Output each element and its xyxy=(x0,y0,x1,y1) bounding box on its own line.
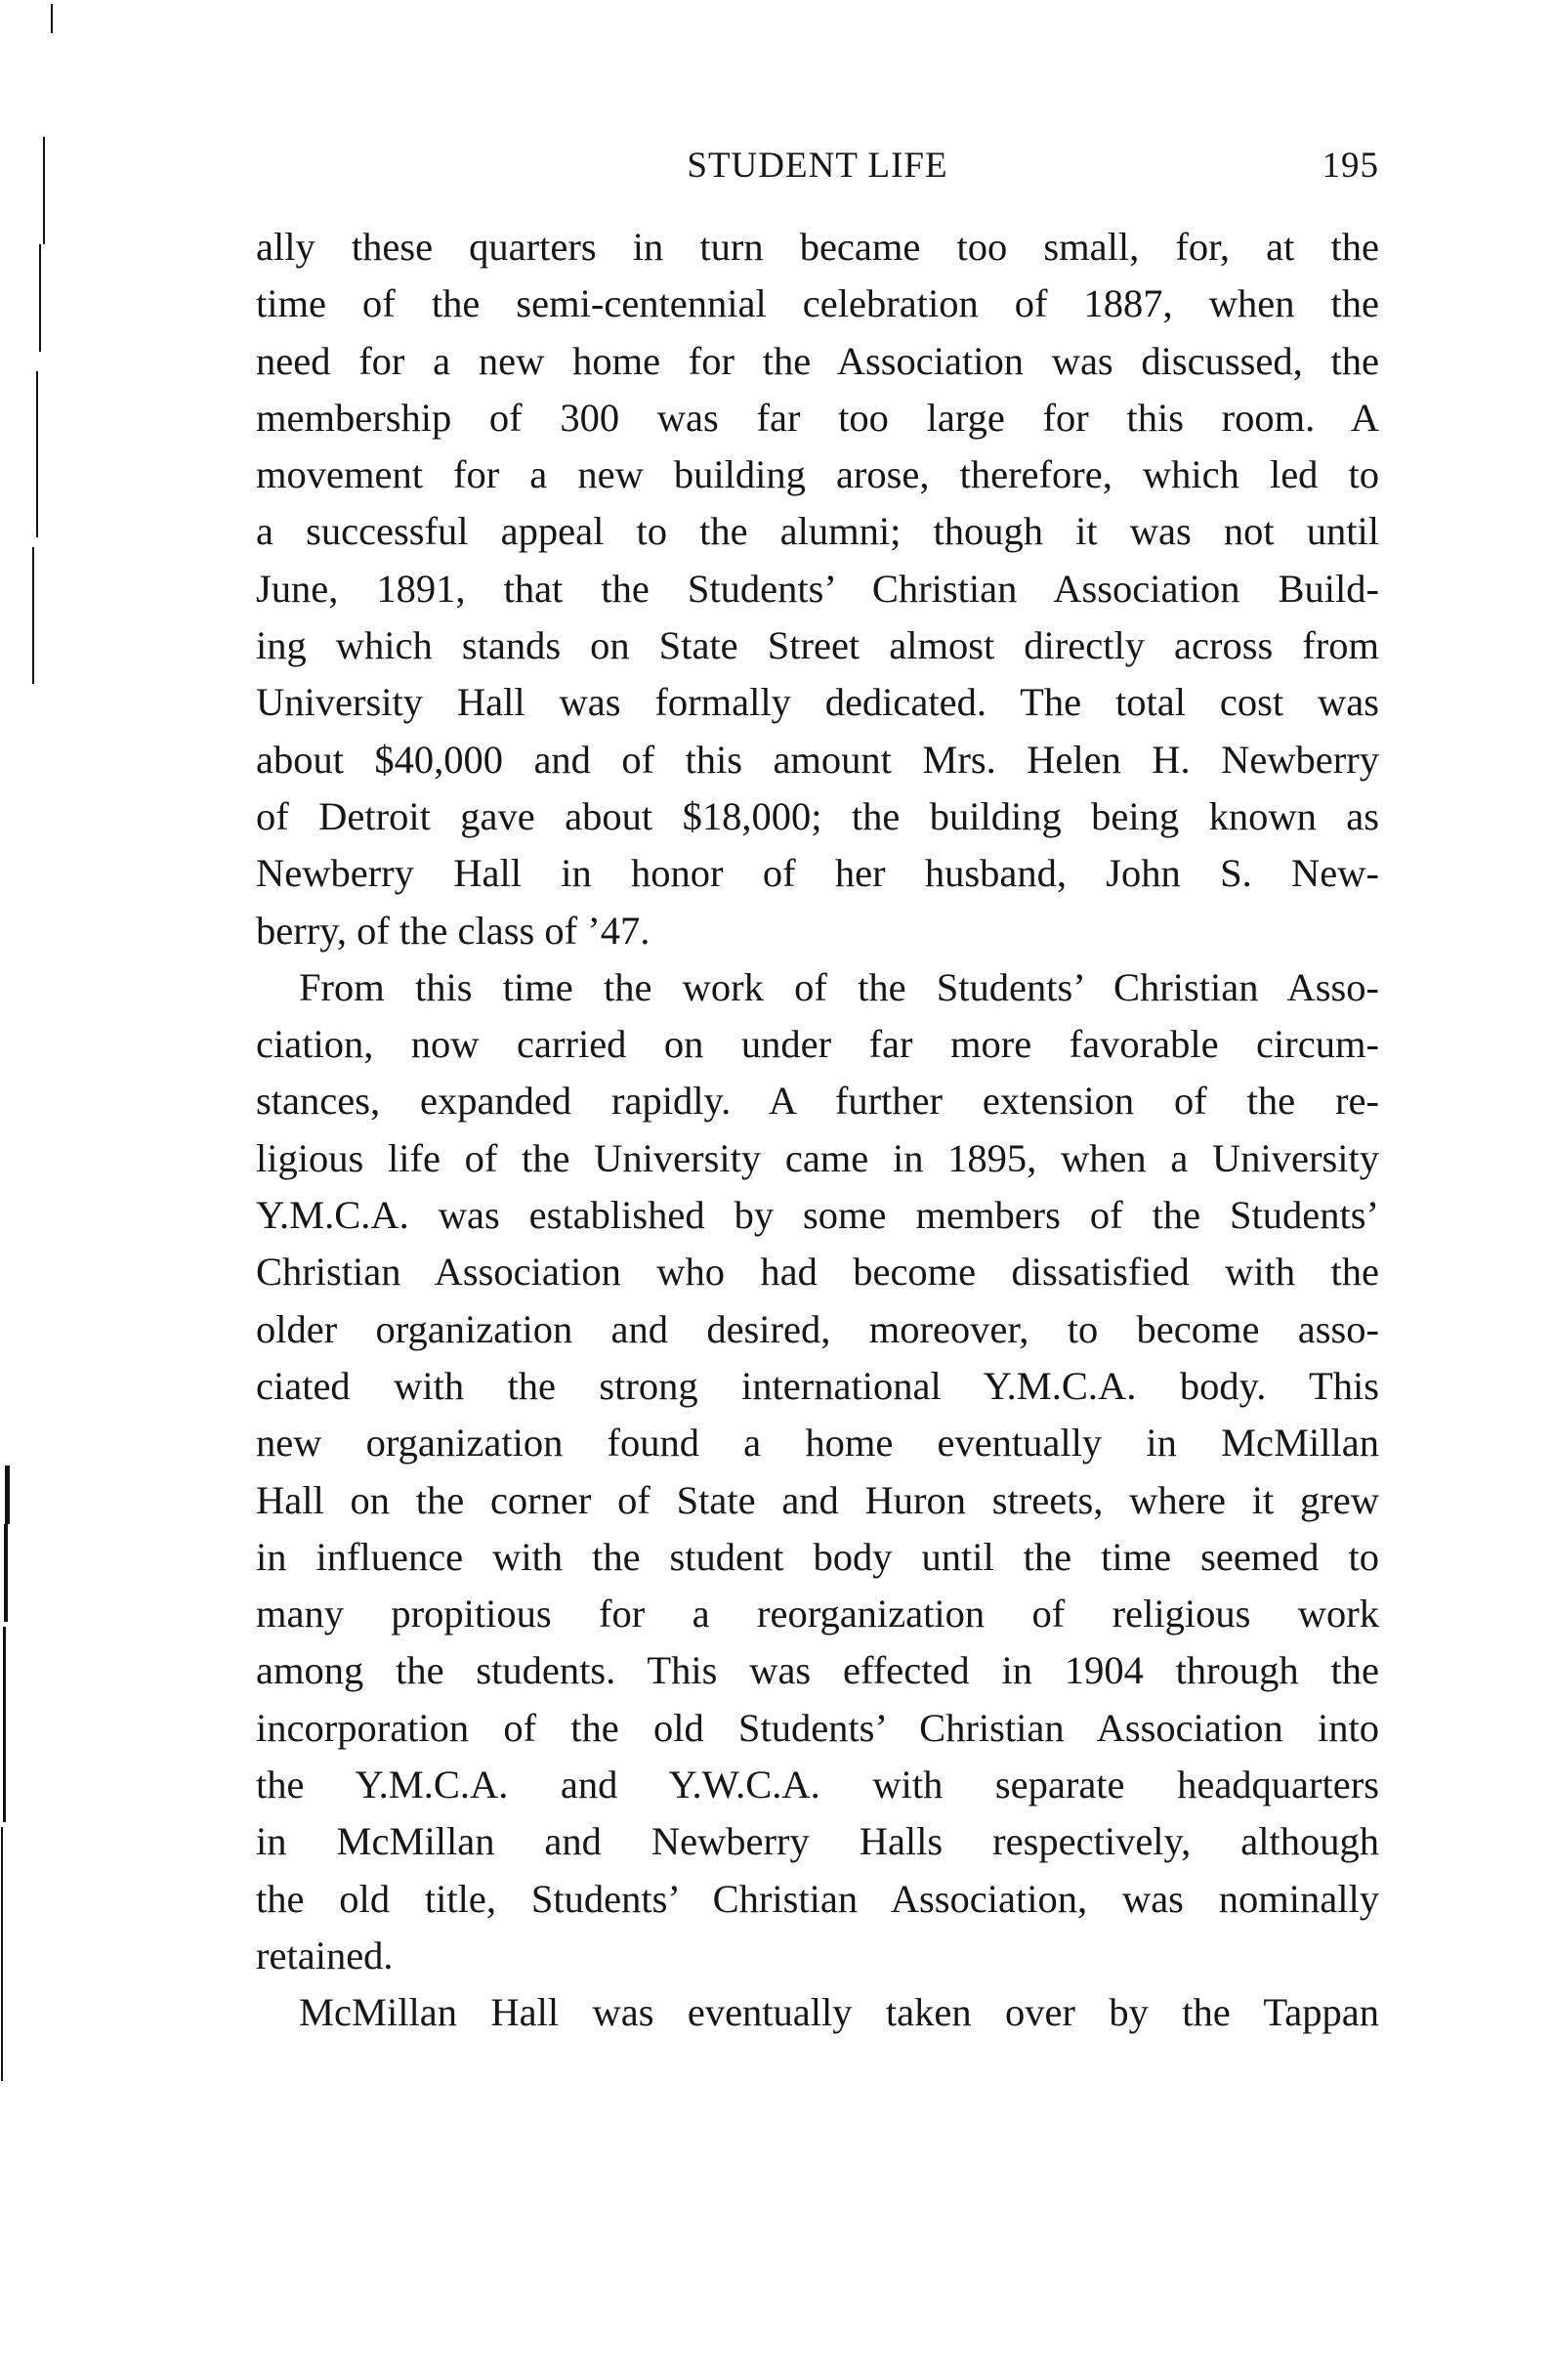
text-line: time of the semi-centennial celebration of 1887, when the xyxy=(256,281,1379,326)
text-line: in influence with the student body until the time seemed to xyxy=(256,1534,1379,1579)
scan-artifact-line xyxy=(3,1627,6,1822)
text-line: ing which stands on State Street almost directly across from xyxy=(256,623,1379,668)
scan-artifact-line xyxy=(36,371,38,537)
text-line: retained. xyxy=(256,1933,394,1977)
text-line: berry, of the class of ’47. xyxy=(256,908,651,953)
scan-artifact-line xyxy=(4,1524,8,1622)
page-number: 195 xyxy=(1322,146,1379,186)
text-line: new organization found a home eventually in McMillan xyxy=(256,1421,1379,1466)
paragraph xyxy=(256,1984,1379,2041)
running-head-title: STUDENT LIFE xyxy=(687,146,948,186)
text-line: older organization and desired, moreover, to become asso- xyxy=(256,1306,1379,1351)
scan-artifact-line xyxy=(39,244,41,352)
text-line: Christian Association who had become dissatisfied with the xyxy=(256,1250,1379,1295)
text-line: the old title, Students’ Christian Association, was nominally xyxy=(256,1876,1379,1921)
text-line: Y.M.C.A. was established by some members of the Students’ xyxy=(256,1193,1379,1238)
text-line: ligious life of the University came in 1895, when a University xyxy=(256,1135,1379,1180)
text-line: stances, expanded rapidly. A further extension of the re- xyxy=(256,1079,1379,1124)
text-line: Newberry Hall in honor of her husband, John S. New- xyxy=(256,851,1379,896)
text-line: From this time the work of the Students’ Christian Asso- xyxy=(299,964,1379,1009)
text-line: among the students. This was effected in 1904 through the xyxy=(256,1648,1379,1693)
text-line: a successful appeal to the alumni; though it was not until xyxy=(256,509,1379,554)
text-line: ciated with the strong international Y.M.C.A. body. This xyxy=(256,1363,1379,1408)
text-line: ciation, now carried on under far more favorable circum- xyxy=(256,1022,1379,1067)
paragraph xyxy=(256,959,1379,1984)
body-text xyxy=(256,219,1379,2042)
text-line: incorporation of the old Students’ Christian Association into xyxy=(256,1705,1379,1750)
text-line: many propitious for a reorganization of religious work xyxy=(256,1592,1379,1636)
text-line: Hall on the corner of State and Huron streets, where it grew xyxy=(256,1477,1379,1522)
scan-artifact-line xyxy=(5,1466,10,1524)
paragraph xyxy=(256,219,1379,959)
scan-artifact-line xyxy=(1,1827,3,2081)
scan-artifact-line xyxy=(43,137,45,244)
running-head xyxy=(256,145,1379,193)
text-line: June, 1891, that the Students’ Christian Association Build- xyxy=(256,566,1379,611)
text-line: about $40,000 and of this amount Mrs. Helen H. Newberry xyxy=(256,737,1379,782)
text-line: membership of 300 was far too large for this room. A xyxy=(256,395,1379,440)
text-line: McMillan Hall was eventually taken over by the Tappan xyxy=(299,1990,1379,2035)
text-line: movement for a new building arose, therefore, which led to xyxy=(256,452,1379,497)
scan-artifact-line xyxy=(32,547,34,684)
text-line: need for a new home for the Association was discussed, the xyxy=(256,338,1379,383)
text-line: ally these quarters in turn became too small, for, at the xyxy=(256,225,1379,269)
scan-artifact-line xyxy=(51,4,53,33)
text-line: University Hall was formally dedicated. The total cost was xyxy=(256,680,1379,725)
text-line: in McMillan and Newberry Halls respectively, although xyxy=(256,1819,1379,1864)
text-line: the Y.M.C.A. and Y.W.C.A. with separate headquarters xyxy=(256,1763,1379,1807)
text-line: of Detroit gave about $18,000; the building being known as xyxy=(256,793,1379,838)
